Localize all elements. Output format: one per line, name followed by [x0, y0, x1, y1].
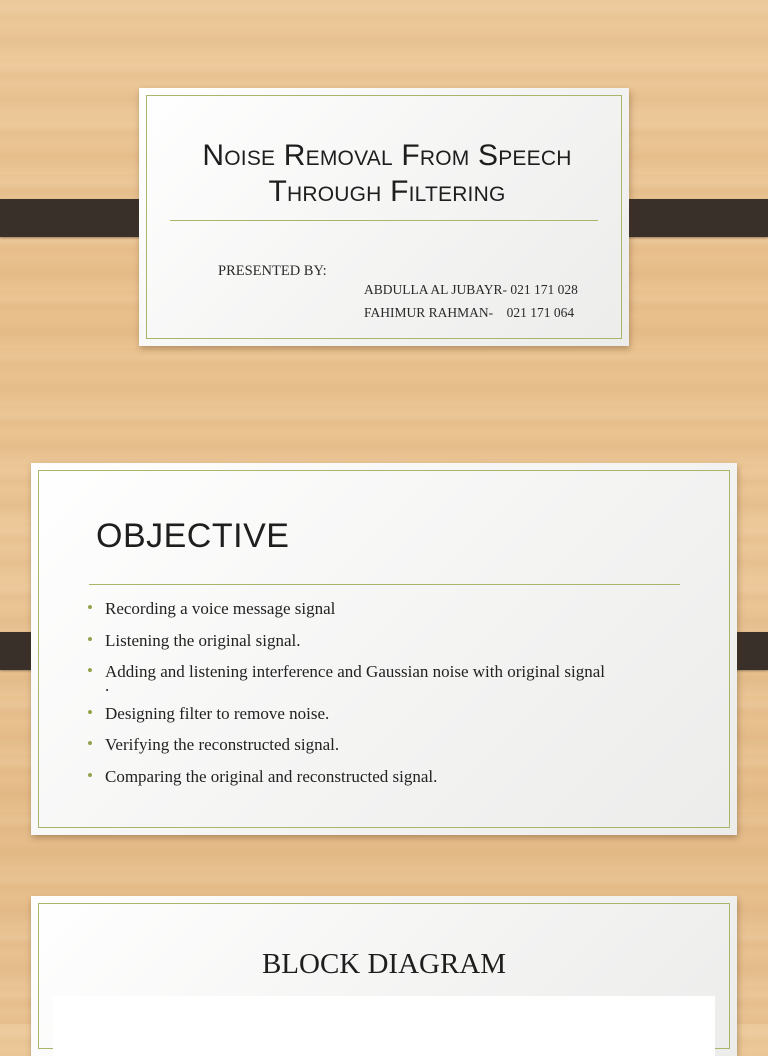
diagram-area [53, 996, 715, 1056]
presented-by-label: PRESENTED BY: [218, 263, 327, 279]
objective-list [87, 598, 687, 797]
slide-heading: BLOCK DIAGRAM [261, 948, 507, 980]
list-item: • Comparing the original and reconstructed signal. [87, 766, 687, 788]
list-item: • Listening the original signal. [87, 630, 687, 652]
title-slide [139, 88, 629, 346]
tape-right-1 [613, 199, 768, 237]
author-1: ABDULLA AL JUBAYR- 021 171 028 [364, 282, 578, 297]
list-item: • Adding and listening interference and Gaussian noise with original signal . [87, 661, 687, 693]
title-divider [170, 220, 598, 221]
list-item: • Designing filter to remove noise. [87, 703, 687, 725]
list-item: • Verifying the reconstructed signal. [87, 734, 687, 756]
slide-frame [146, 95, 622, 339]
author-2: FAHIMUR RAHMAN- 021 171 064 [364, 305, 575, 320]
objective-slide [31, 463, 737, 835]
slide-title [149, 138, 625, 210]
title-line-2: Through Filtering [268, 175, 506, 208]
list-item: • Recording a voice message signal [87, 598, 687, 620]
heading-divider [89, 584, 680, 585]
tape-left-1 [0, 199, 155, 237]
block-diagram-slide [31, 896, 737, 1056]
title-line-1: Noise Removal From Speech [202, 139, 572, 172]
slide-heading: OBJECTIVE [96, 517, 290, 555]
